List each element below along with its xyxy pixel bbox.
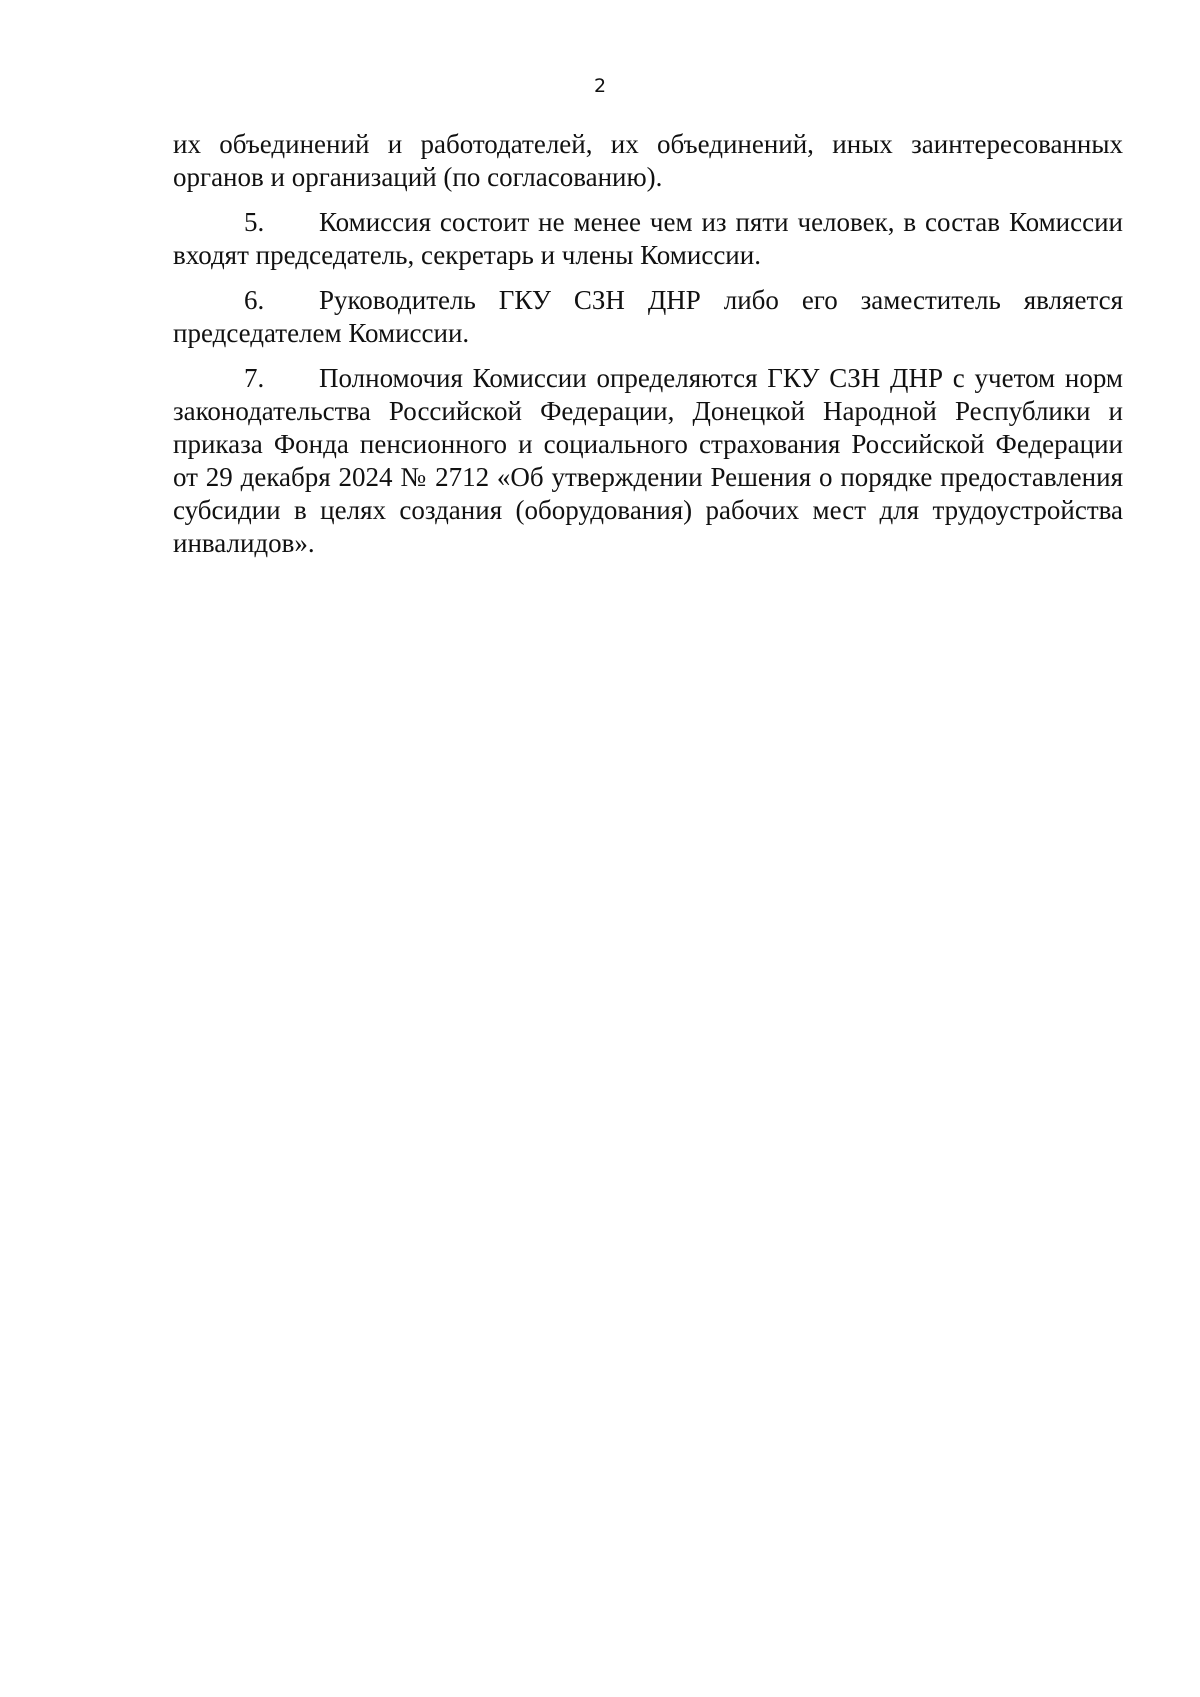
paragraph-number: 7. [244,363,265,393]
paragraph-number: 5. [244,207,265,237]
document-body [173,128,1123,572]
paragraph-text: Руководитель ГКУ СЗН ДНР либо его заместитель является председателем Комиссии. [173,285,1123,348]
paragraph-item-7 [173,362,1123,560]
paragraph-text: Комиссия состоит не менее чем из пяти человек, в состав Комиссии входят председатель, секретарь и члены Комиссии. [173,207,1123,270]
paragraph-text: Полномочия Комиссии определяются ГКУ СЗН ДНР с учетом норм законодательства Российской Федерации, Донецкой Народной Республики и приказа Фонда пенсионного и социального страхования Российской Федерации от 29 декабря 2024 № 2712 «Об утверждении Решения о порядке предоставления субсидии в целях создания (оборудования) рабочих мест для трудоустройства инвалидов». [173,363,1123,558]
paragraph-number: 6. [244,285,265,315]
paragraph-item-6 [173,284,1123,350]
page-number: 2 [593,75,607,97]
paragraph-text: их объединений и работодателей, их объединений, иных заинтересованных органов и организаций (по согласованию). [173,129,1123,192]
paragraph-continuation [173,128,1123,194]
paragraph-item-5 [173,206,1123,272]
